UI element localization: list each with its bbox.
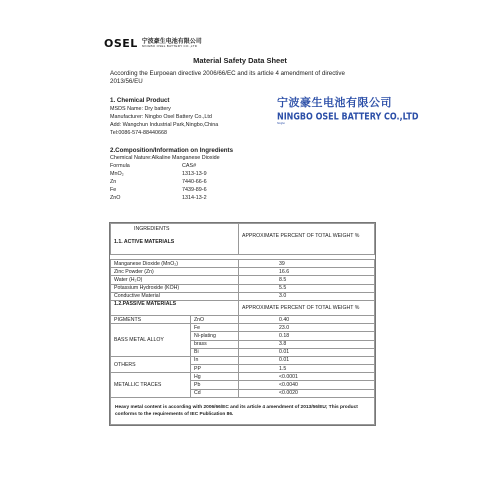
table-row: Zinc Powder (Zn) 16.6 [111, 268, 375, 276]
logo-mark: OSEL [104, 36, 138, 50]
table-footer-row: Heavy metal content is according with 2006/66/EC and its article 4 amendment of 2013/56/EU; This product conforms to the requirements of IEC Publication 86. [111, 397, 375, 424]
table-row: Ni-plating 0.18 [111, 332, 375, 340]
telephone: Tel:0086-574-88440668 [110, 130, 167, 136]
formula-row: Zn 7440-66-6 [110, 179, 207, 185]
table-row: PIGMENTS ZnO 0.40 [111, 315, 375, 323]
table-row: Potassium Hydroxide (KOH) 5.5 [111, 284, 375, 292]
stamp-cn: 宁波豪生电池有限公司 [277, 96, 392, 109]
intro-text: According the Eurpoean directive 2006/66/EC and its article 4 amendment of directive 2013/56/EU [110, 70, 345, 85]
table-row: Pb <0.0040 [111, 381, 375, 389]
section-2-heading: 2.Composition/Information on Ingredients [110, 147, 234, 154]
logo-cn: 宁波豪生电池有限公司 [141, 38, 202, 45]
formula-row: MnO₂ 1313-13-9 [110, 171, 207, 177]
table-row: brass 3.8 [111, 340, 375, 348]
table-row: PP 1.5 [111, 365, 375, 373]
passive-header-row: 1.2.PASSIVE MATERIALS APPROXIMATE PERCENT OF TOTAL WEIGHT % [111, 300, 375, 315]
formula-row: ZnO 1314-13-2 [110, 195, 207, 201]
table-row: Manganese Dioxide (MnO₂) 39 [111, 260, 375, 268]
formula-row: Fe 7439-89-6 [110, 187, 207, 193]
chemical-nature: Chemical Nature:Alkaline Manganese Dioxide [110, 155, 220, 161]
logo-en: NINGBO OSEL BATTERY CO.,LTD [141, 43, 198, 48]
manufacturer: Manufacturer: Ningbo Osel Battery Co.,Ltd [110, 114, 212, 120]
stamp-small: Ningbo [277, 122, 285, 125]
table-header-row: INGREDIENTS 1.1. ACTIVE MATERIALS APPROXIMATE PERCENT OF TOTAL WEIGHT % [111, 224, 375, 255]
company-logo [104, 37, 202, 49]
formula-header-row: Formula CAS# [110, 163, 197, 169]
document-title: Material Safety Data Sheet [193, 56, 287, 65]
table-row: METALLIC TRACES Hg <0.0001 [111, 373, 375, 381]
company-stamp [277, 94, 419, 125]
table-row: BASS METAL ALLOY Fe 23.0 [111, 324, 375, 332]
table-row: Water (H₂O) 8.5 [111, 276, 375, 284]
table-row: Bi 0.01 [111, 348, 375, 356]
ingredients-table [109, 222, 376, 426]
address: Add: Wangchun Industrial Park,Ningbo,China [110, 122, 219, 128]
section-1-heading: 1. Chemical Product [110, 97, 170, 104]
table-row: Conductive Material 3.0 [111, 292, 375, 300]
stamp-en: NINGBO OSEL BATTERY CO.,LTD [277, 111, 419, 122]
msds-name: MSDS Name: Dry battery [110, 106, 171, 112]
table-row: OTHERS In 0.01 [111, 356, 375, 364]
table-row: Cd <0.0020 [111, 389, 375, 397]
